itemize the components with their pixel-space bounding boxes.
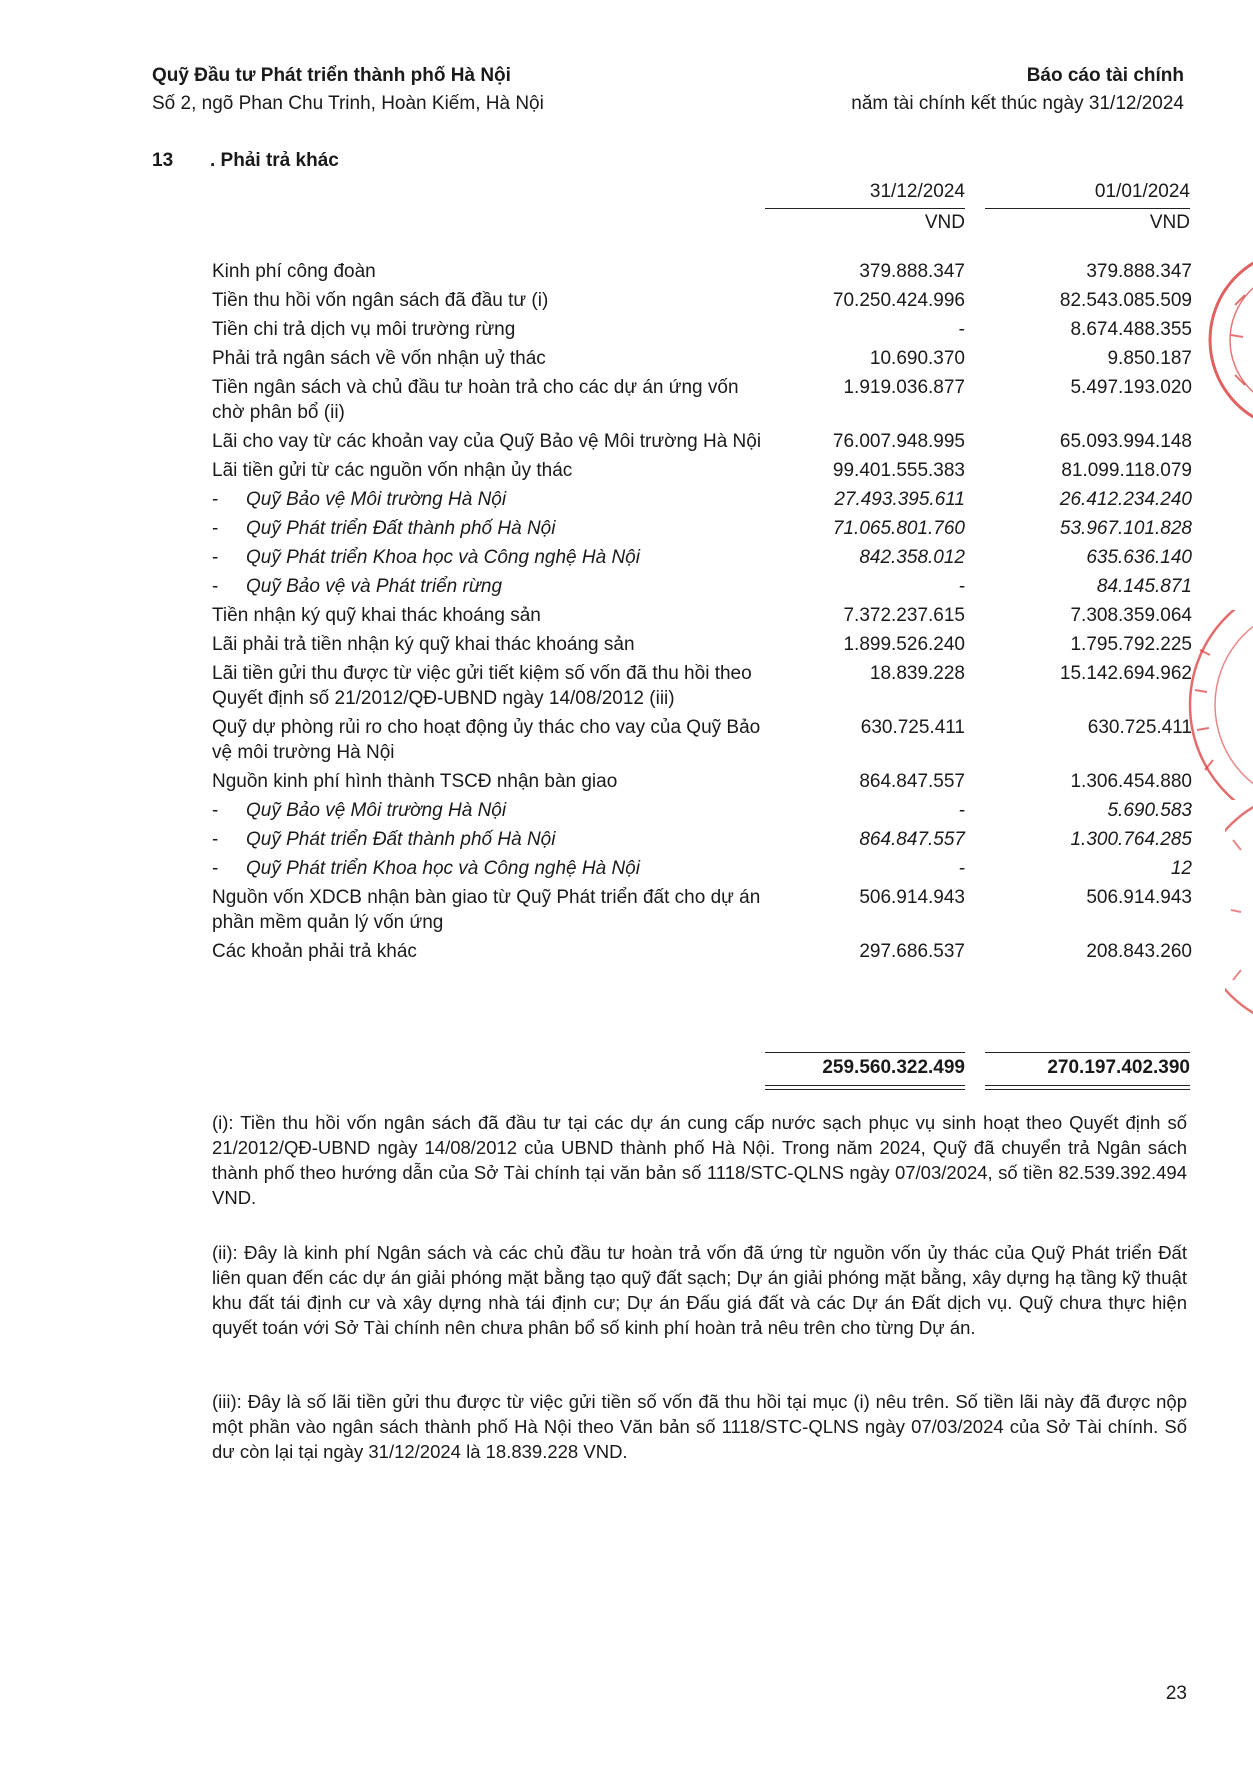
seal-stamp-icon xyxy=(1225,780,1253,1040)
column-header-prior xyxy=(985,178,1190,237)
value-prior: 379.888.347 xyxy=(1086,261,1192,282)
value-prior: 84.145.871 xyxy=(1096,576,1192,597)
value-current: 76.007.948.995 xyxy=(832,431,965,452)
section-heading: . Phải trả khác xyxy=(210,150,339,171)
table-subrow xyxy=(212,856,1192,885)
row-label-text: Lãi tiền gửi thu được từ việc gửi tiết kiệm số vốn đã thu hồi theo Quyết định số 21/2012/QĐ-UBND ngày 14/08/2012 (iii) xyxy=(212,663,752,709)
row-label-text: Quỹ Phát triển Đất thành phố Hà Nội xyxy=(246,829,556,850)
row-label-text: Quỹ dự phòng rủi ro cho hoạt động ủy thác cho vay của Quỹ Bảo vệ môi trường Hà Nội xyxy=(212,717,761,763)
table-row xyxy=(212,603,1192,632)
value-current: 630.725.411 xyxy=(860,717,965,738)
table-row xyxy=(212,458,1192,487)
bullet-dash: - xyxy=(212,547,219,568)
row-label-text: Tiền ngân sách và chủ đầu tư hoàn trả cho các dự án ứng vốn chờ phân bổ (ii) xyxy=(212,377,739,423)
table-row xyxy=(212,769,1192,798)
value-current: 864.847.557 xyxy=(859,829,965,850)
value-prior: 506.914.943 xyxy=(1086,887,1192,908)
row-label-text: Nguồn vốn XDCB nhận bàn giao từ Quỹ Phát triển đất cho dự án phần mềm quản lý vốn ứng xyxy=(212,887,761,933)
table-row xyxy=(212,317,1192,346)
table-subrow xyxy=(212,827,1192,856)
row-label-text: Phải trả ngân sách về vốn nhận uỷ thác xyxy=(212,348,546,369)
value-current: 99.401.555.383 xyxy=(832,460,965,481)
row-label xyxy=(212,798,765,827)
value-prior: 7.308.359.064 xyxy=(1070,605,1192,626)
value-current: 506.914.943 xyxy=(859,887,965,908)
value-current: 27.493.395.611 xyxy=(834,489,965,510)
table-row xyxy=(212,885,1192,939)
row-label xyxy=(212,259,765,288)
report-title: Báo cáo tài chính xyxy=(1026,65,1184,86)
table-subrow xyxy=(212,516,1192,545)
row-label xyxy=(212,545,765,574)
double-underline-prior xyxy=(985,1085,1190,1090)
table-subrow xyxy=(212,798,1192,827)
value-current: 18.839.228 xyxy=(869,663,965,684)
value-current: 1.919.036.877 xyxy=(843,377,965,398)
table-subrow xyxy=(212,574,1192,603)
total-current: 259.560.322.499 xyxy=(765,1052,965,1079)
row-label xyxy=(212,885,765,939)
row-label-text: Tiền chi trả dịch vụ môi trường rừng xyxy=(212,319,516,340)
value-current: 842.358.012 xyxy=(859,547,965,568)
table-row xyxy=(212,429,1192,458)
section-title xyxy=(152,150,339,172)
row-label-text: Tiền nhận ký quỹ khai thác khoáng sản xyxy=(212,605,541,626)
row-label xyxy=(212,288,765,317)
row-label xyxy=(212,661,765,715)
table-row xyxy=(212,632,1192,661)
row-label xyxy=(212,487,765,516)
row-label xyxy=(212,458,765,487)
row-label-text: Lãi cho vay từ các khoản vay của Quỹ Bảo vệ Môi trường Hà Nội xyxy=(212,431,762,452)
row-label xyxy=(212,603,765,632)
org-name: Quỹ Đầu tư Phát triển thành phố Hà Nội xyxy=(152,65,511,86)
value-prior: 1.300.764.285 xyxy=(1070,829,1192,850)
value-prior: 15.142.694.962 xyxy=(1059,663,1192,684)
value-current: 10.690.370 xyxy=(869,348,965,369)
footnote-iii: (iii): Đây là số lãi tiền gửi thu được từ việc gửi tiền số vốn đã thu hồi tại mục (i) nêu trên. Số tiền lãi này đã được nộp một phần vào ngân sách thành phố Hà Nội theo Văn bản số 1118/STC-QLNS ngày 07/03/2024 của Sở Tài chính. Số dư còn lại tại ngày 31/12/2024 là 18.839.228 VND. xyxy=(212,1391,1187,1462)
value-current: 864.847.557 xyxy=(859,771,965,792)
value-prior: 81.099.118.079 xyxy=(1061,460,1192,481)
footnote-i: (i): Tiền thu hồi vốn ngân sách đã đầu tư tại các dự án cung cấp nước sạch phục vụ sinh hoạt theo Quyết định số 21/2012/QĐ-UBND ngày 14/08/2012 của UBND thành phố Hà Nội. Trong năm 2024, Quỹ đã chuyển trả Ngân sách thành phố theo hướng dẫn của Sở Tài chính tại văn bản số 1118/STC-QLNS ngày 07/03/2024, số tiền 82.539.392.494 VND. xyxy=(212,1112,1187,1208)
section-number: 13 xyxy=(152,150,174,171)
row-label-text: Kinh phí công đoàn xyxy=(212,261,376,282)
row-label-text: Quỹ Bảo vệ Môi trường Hà Nội xyxy=(246,489,507,510)
value-current: 71.065.801.760 xyxy=(832,518,965,539)
row-label-text: Quỹ Bảo vệ và Phát triển rừng xyxy=(246,576,503,597)
row-label-text: Các khoản phải trả khác xyxy=(212,941,417,962)
bullet-dash: - xyxy=(212,489,219,510)
header-right xyxy=(851,62,1184,118)
bullet-dash: - xyxy=(212,800,219,821)
value-prior: 82.543.085.509 xyxy=(1059,290,1192,311)
column-header-current xyxy=(765,178,965,237)
value-current: 379.888.347 xyxy=(859,261,965,282)
report-period: năm tài chính kết thúc ngày 31/12/2024 xyxy=(851,93,1184,114)
row-label xyxy=(212,632,765,661)
row-label xyxy=(212,939,765,968)
row-label xyxy=(212,715,765,769)
table-row xyxy=(212,375,1192,429)
value-prior: 8.674.488.355 xyxy=(1070,319,1192,340)
row-label xyxy=(212,856,765,885)
value-prior: 208.843.260 xyxy=(1086,941,1192,962)
value-prior: 5.497.193.020 xyxy=(1070,377,1192,398)
table-row xyxy=(212,288,1192,317)
bullet-dash: - xyxy=(212,518,219,539)
payables-table-body xyxy=(212,259,1192,968)
org-address: Số 2, ngõ Phan Chu Trinh, Hoàn Kiếm, Hà Nội xyxy=(152,93,544,114)
value-current: 7.372.237.615 xyxy=(843,605,965,626)
value-current: - xyxy=(958,800,965,821)
value-prior: 630.725.411 xyxy=(1087,717,1192,738)
bullet-dash: - xyxy=(212,576,219,597)
table-row xyxy=(212,939,1192,968)
value-prior: 53.967.101.828 xyxy=(1059,518,1192,539)
row-label-text: Lãi phải trả tiền nhận ký quỹ khai thác khoáng sản xyxy=(212,634,635,655)
row-label xyxy=(212,516,765,545)
bullet-dash: - xyxy=(212,829,219,850)
value-current: - xyxy=(958,319,965,340)
value-prior: 1.306.454.880 xyxy=(1070,771,1192,792)
bullet-dash: - xyxy=(212,858,219,879)
row-label xyxy=(212,769,765,798)
row-label xyxy=(212,429,765,458)
column-date-prior: 01/01/2024 xyxy=(1094,181,1190,202)
table-row xyxy=(212,346,1192,375)
value-prior: 9.850.187 xyxy=(1107,348,1192,369)
value-prior: 5.690.583 xyxy=(1107,800,1192,821)
value-prior: 65.093.994.148 xyxy=(1059,431,1192,452)
row-label-text: Quỹ Phát triển Đất thành phố Hà Nội xyxy=(246,518,556,539)
value-prior: 635.636.140 xyxy=(1086,547,1192,568)
value-prior: 26.412.234.240 xyxy=(1059,489,1192,510)
row-label-text: Quỹ Bảo vệ Môi trường Hà Nội xyxy=(246,800,507,821)
seal-stamp-icon xyxy=(1205,245,1253,435)
row-label xyxy=(212,317,765,346)
row-label-text: Quỹ Phát triển Khoa học và Công nghệ Hà Nội xyxy=(246,547,640,568)
payables-table xyxy=(212,259,1192,968)
value-current: 1.899.526.240 xyxy=(843,634,965,655)
total-prior: 270.197.402.390 xyxy=(985,1052,1190,1079)
column-unit-prior: VND xyxy=(1149,212,1190,233)
value-prior: 1.795.792.225 xyxy=(1070,634,1192,655)
table-row xyxy=(212,661,1192,715)
value-prior: 12 xyxy=(1170,858,1192,879)
row-label-text: Nguồn kinh phí hình thành TSCĐ nhận bàn giao xyxy=(212,771,618,792)
table-subrow xyxy=(212,545,1192,574)
table-subrow xyxy=(212,487,1192,516)
column-unit-current: VND xyxy=(924,212,965,233)
row-label-text: Tiền thu hồi vốn ngân sách đã đầu tư (i) xyxy=(212,290,549,311)
header-left xyxy=(152,62,544,118)
row-label xyxy=(212,827,765,856)
value-current: - xyxy=(958,858,965,879)
footnote-ii: (ii): Đây là kinh phí Ngân sách và các chủ đầu tư hoàn trả vốn đã ứng từ nguồn vốn ủy thác của Quỹ Phát triển Đất liên quan đến các dự án giải phóng mặt bằng tạo quỹ đất sạch; Dự án giải phóng mặt bằng, xây dựng hạ tầng kỹ thuật khu đất tái định cư và xây dựng nhà tái định cư; Dự án Đấu giá đất và các Dự án Đất dịch vụ. Quỹ chưa thực hiện quyết toán với Sở Tài chính nên chưa phân bổ số kinh phí hoàn trả nêu trên cho từng Dự án. xyxy=(212,1242,1187,1338)
value-current: 297.686.537 xyxy=(859,941,965,962)
table-row xyxy=(212,715,1192,769)
row-label-text: Lãi tiền gửi từ các nguồn vốn nhận ủy thác xyxy=(212,460,573,481)
value-current: - xyxy=(958,576,965,597)
column-date-current: 31/12/2024 xyxy=(869,181,965,202)
row-label xyxy=(212,574,765,603)
page-number: 23 xyxy=(1165,1683,1187,1704)
table-row xyxy=(212,259,1192,288)
row-label xyxy=(212,375,765,429)
double-underline-current xyxy=(765,1085,965,1090)
row-label-text: Quỹ Phát triển Khoa học và Công nghệ Hà Nội xyxy=(246,858,640,879)
value-current: 70.250.424.996 xyxy=(832,290,965,311)
row-label xyxy=(212,346,765,375)
